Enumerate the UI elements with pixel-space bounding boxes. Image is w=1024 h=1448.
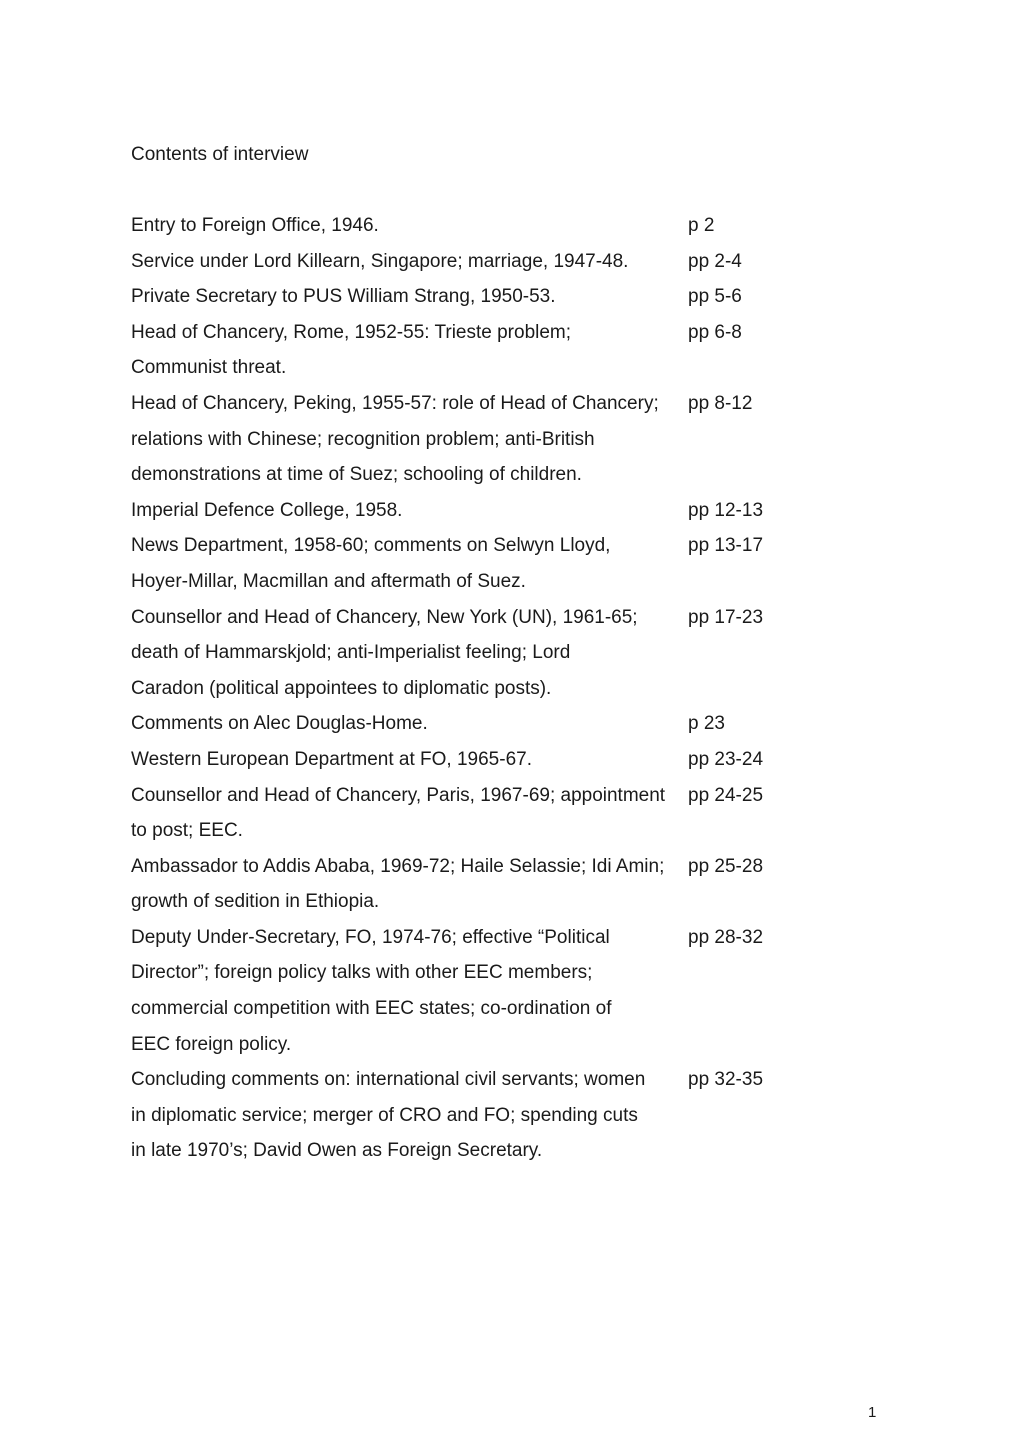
contents-entry bbox=[131, 528, 831, 599]
entry-line: to post; EEC. bbox=[131, 820, 243, 842]
contents-entry bbox=[131, 1062, 831, 1169]
entry-page-range: pp 6-8 bbox=[688, 321, 742, 343]
contents-entry bbox=[131, 244, 831, 280]
entry-line: Ambassador to Addis Ababa, 1969-72; Haile Selassie; Idi Amin; bbox=[131, 855, 665, 877]
entry-line: Counsellor and Head of Chancery, New York (UN), 1961-65; bbox=[131, 606, 638, 628]
entry-description bbox=[131, 778, 688, 849]
entry-line: Head of Chancery, Rome, 1952-55: Trieste problem; bbox=[131, 321, 572, 343]
entry-page-range: pp 32-35 bbox=[688, 1069, 764, 1091]
entry-line: News Department, 1958-60; comments on Selwyn Lloyd, bbox=[131, 535, 611, 557]
entry-description bbox=[131, 208, 688, 244]
contents-entry bbox=[131, 386, 831, 493]
entry-line: relations with Chinese; recognition problem; anti-British bbox=[131, 428, 595, 450]
entry-page-range: pp 23-24 bbox=[688, 748, 764, 770]
entry-line: Imperial Defence College, 1958. bbox=[131, 499, 403, 521]
entry-page-range: p 2 bbox=[688, 215, 715, 236]
entry-line: EEC foreign policy. bbox=[131, 1033, 292, 1055]
contents-entry bbox=[131, 279, 831, 315]
entry-description bbox=[131, 1062, 688, 1169]
entry-page-range: pp 13-17 bbox=[688, 535, 764, 557]
entry-page-range: pp 17-23 bbox=[688, 606, 764, 628]
entry-line: Comments on Alec Douglas-Home. bbox=[131, 713, 428, 735]
contents-entry bbox=[131, 208, 831, 244]
document-title: Contents of interview bbox=[131, 144, 309, 165]
contents-entry bbox=[131, 920, 831, 1062]
entry-description bbox=[131, 528, 688, 599]
entry-line: Deputy Under-Secretary, FO, 1974-76; effective “Political bbox=[131, 926, 610, 948]
entry-line: Private Secretary to PUS William Strang, 1950-53. bbox=[131, 286, 556, 308]
entry-description bbox=[131, 244, 688, 280]
entry-line: Hoyer-Millar, Macmillan and aftermath of Suez. bbox=[131, 570, 526, 592]
entry-line: Service under Lord Killearn, Singapore; marriage, 1947-48. bbox=[131, 250, 629, 272]
entry-line: in diplomatic service; merger of CRO and FO; spending cuts bbox=[131, 1104, 638, 1126]
contents-entry bbox=[131, 742, 831, 778]
entry-line: growth of sedition in Ethiopia. bbox=[131, 891, 380, 913]
entry-page-range: pp 2-4 bbox=[688, 250, 742, 272]
entry-description bbox=[131, 493, 688, 529]
entry-line: death of Hammarskjold; anti-Imperialist feeling; Lord bbox=[131, 642, 571, 664]
contents-list bbox=[131, 208, 831, 1169]
entry-page-range: pp 12-13 bbox=[688, 499, 764, 521]
entry-line: Head of Chancery, Peking, 1955-57: role of Head of Chancery; bbox=[131, 392, 659, 414]
entry-description bbox=[131, 279, 688, 315]
entry-line: Western European Department at FO, 1965-67. bbox=[131, 748, 532, 770]
page-number: 1 bbox=[868, 1404, 877, 1421]
contents-entry bbox=[131, 778, 831, 849]
contents-entry bbox=[131, 849, 831, 920]
entry-line: Entry to Foreign Office, 1946. bbox=[131, 215, 379, 236]
entry-description bbox=[131, 315, 688, 386]
contents-entry bbox=[131, 600, 831, 707]
contents-entry bbox=[131, 706, 831, 742]
entry-description bbox=[131, 742, 688, 778]
entry-line: commercial competition with EEC states; co-ordination of bbox=[131, 998, 612, 1020]
entry-page-range: pp 28-32 bbox=[688, 926, 764, 948]
entry-page-range: pp 24-25 bbox=[688, 784, 764, 806]
contents-entry bbox=[131, 315, 831, 386]
entry-page-range: pp 25-28 bbox=[688, 855, 764, 877]
entry-line: demonstrations at time of Suez; schooling of children. bbox=[131, 464, 582, 486]
entry-page-range: p 23 bbox=[688, 713, 725, 735]
entry-page-range: pp 5-6 bbox=[688, 286, 742, 308]
entry-line: Communist threat. bbox=[131, 357, 287, 379]
entry-line: Director”; foreign policy talks with other EEC members; bbox=[131, 962, 593, 984]
entry-description bbox=[131, 386, 688, 493]
entry-line: Concluding comments on: international civil servants; women bbox=[131, 1069, 646, 1091]
entry-description bbox=[131, 920, 688, 1062]
entry-line: Counsellor and Head of Chancery, Paris, 1967-69; appointment bbox=[131, 784, 666, 806]
entry-line: in late 1970’s; David Owen as Foreign Secretary. bbox=[131, 1140, 543, 1162]
contents-entry bbox=[131, 493, 831, 529]
entry-description bbox=[131, 706, 688, 742]
entry-line: Caradon (political appointees to diplomatic posts). bbox=[131, 677, 552, 699]
entry-page-range: pp 8-12 bbox=[688, 392, 753, 414]
entry-description bbox=[131, 600, 688, 707]
entry-description bbox=[131, 849, 688, 920]
